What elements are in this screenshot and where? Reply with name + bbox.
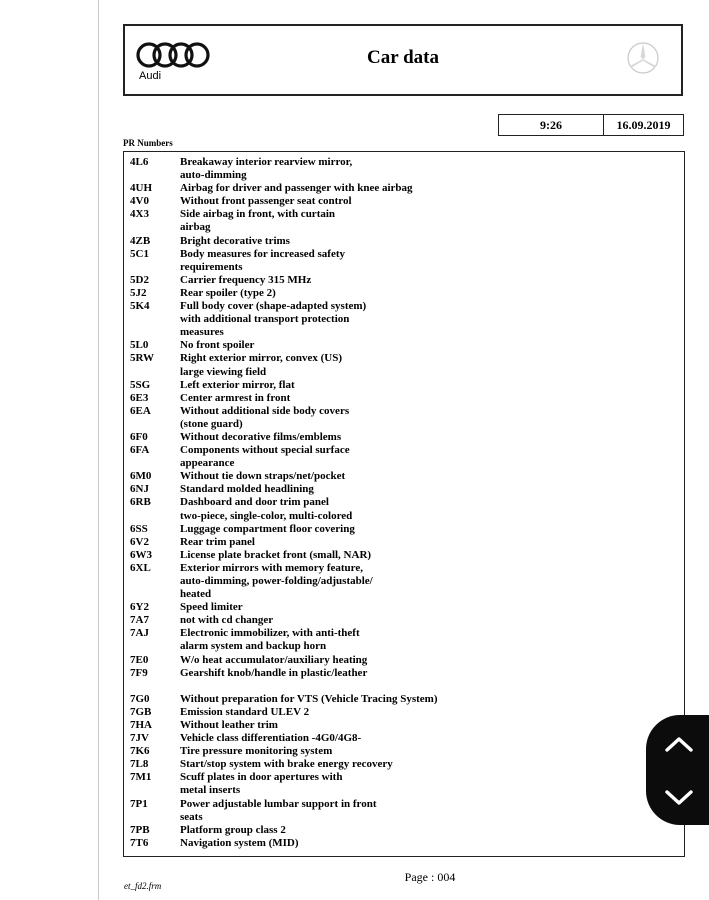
pr-code: 6FA (130, 444, 150, 457)
pr-code: 6E3 (130, 391, 149, 404)
form-filename: et_fd2.frm (124, 881, 162, 891)
pr-code: 7M1 (130, 771, 152, 784)
pr-row (124, 379, 684, 392)
pr-code: 5C1 (130, 247, 149, 260)
page-title: Car data (367, 47, 439, 68)
pr-code: 4X3 (130, 208, 149, 221)
brand-name: Audi (139, 70, 162, 82)
pr-description: Luggage compartment floor covering (180, 522, 355, 535)
pr-row (124, 339, 684, 352)
pr-row (124, 287, 684, 300)
pr-description: Scuff plates in door apertures with metal inserts (180, 771, 343, 797)
pr-row (124, 496, 684, 522)
pr-description: W/o heat accumulator/auxiliary heating (180, 653, 368, 666)
pr-description: Without preparation for VTS (Vehicle Tracing System) (180, 692, 438, 705)
pr-code: 7AJ (130, 627, 149, 640)
pr-description: Navigation system (MID) (180, 836, 299, 849)
pr-description: Without leather trim (180, 718, 278, 731)
pr-description: Exterior mirrors with memory feature, auto-dimming, power-folding/adjustable/ heated (180, 561, 373, 601)
pr-row (124, 627, 684, 653)
pr-code: 6M0 (130, 470, 152, 483)
pr-numbers-list (124, 156, 684, 850)
pr-description: Platform group class 2 (180, 823, 286, 836)
pr-row (124, 444, 684, 470)
pr-description: Without front passenger seat control (180, 195, 352, 208)
chevron-up-icon[interactable] (664, 735, 694, 753)
pr-code: 7HA (130, 718, 152, 731)
pr-code: 7PB (130, 823, 150, 836)
scroll-control (646, 715, 709, 825)
pr-code: 6V2 (130, 535, 149, 548)
pr-row (124, 732, 684, 745)
timestamp-box (498, 114, 684, 136)
pr-code: 7L8 (130, 758, 149, 771)
pr-description: Rear spoiler (type 2) (180, 286, 276, 299)
pr-description: Power adjustable lumbar support in front seats (180, 797, 377, 823)
section-label: PR Numbers (123, 138, 173, 148)
pr-row (124, 392, 684, 405)
pr-row (124, 706, 684, 719)
document-header (123, 24, 683, 96)
pr-row (124, 745, 684, 758)
pr-code: 6F0 (130, 430, 148, 443)
pr-description: Speed limiter (180, 601, 243, 614)
pr-description: Bright decorative trims (180, 234, 290, 247)
pr-description: Carrier frequency 315 MHz (180, 273, 312, 286)
pr-numbers-table (123, 151, 685, 857)
time-value: 9:26 (499, 115, 604, 135)
pr-row (124, 601, 684, 614)
pr-code: 7A7 (130, 614, 149, 627)
pr-description: Without additional side body covers (stone guard) (180, 404, 350, 430)
pr-row (124, 758, 684, 771)
pr-code: 5L0 (130, 339, 149, 352)
pr-row (124, 182, 684, 195)
pr-description: not with cd changer (180, 614, 274, 627)
pr-description: Rear trim panel (180, 535, 255, 548)
mercedes-star-logo (623, 38, 663, 78)
page-number: Page : 004 (404, 870, 456, 884)
pr-code: 5K4 (130, 300, 150, 313)
pr-row (124, 549, 684, 562)
pr-code: 6RB (130, 496, 151, 509)
pr-description: Components without special surface appearance (180, 444, 350, 470)
pr-row (124, 483, 684, 496)
pr-description: Body measures for increased safety requirements (180, 247, 345, 273)
pr-code: 7T6 (130, 836, 149, 849)
pr-code: 7E0 (130, 653, 149, 666)
pr-row (124, 208, 684, 234)
pr-description: Side airbag in front, with curtain airbag (180, 208, 336, 234)
pr-row (124, 248, 684, 274)
pr-row (124, 654, 684, 667)
pr-code: 5SG (130, 378, 151, 391)
pr-code: 5J2 (130, 286, 147, 299)
pr-description: Without tie down straps/net/pocket (180, 470, 346, 483)
pr-row (124, 798, 684, 824)
pr-row (124, 195, 684, 208)
pr-row (124, 405, 684, 431)
pr-row (124, 562, 684, 601)
pr-code: 5RW (130, 352, 155, 365)
pr-code: 6EA (130, 404, 151, 417)
pr-code: 6NJ (130, 483, 149, 496)
pr-description: Emission standard ULEV 2 (180, 705, 310, 718)
pr-row (124, 235, 684, 248)
page-edge (98, 0, 99, 900)
pr-code: 7JV (130, 732, 149, 745)
pr-description: Start/stop system with brake energy recovery (180, 758, 393, 771)
pr-row (124, 274, 684, 287)
pr-row (124, 824, 684, 837)
pr-description: Center armrest in front (180, 391, 291, 404)
pr-description: Right exterior mirror, convex (US) large viewing field (180, 352, 343, 378)
pr-row (124, 470, 684, 483)
pr-description: Electronic immobilizer, with anti-theft alarm system and backup horn (180, 627, 360, 653)
pr-row (124, 523, 684, 536)
pr-code: 7G0 (130, 692, 150, 705)
pr-description: Tire pressure monitoring system (180, 745, 333, 758)
pr-code: 6XL (130, 561, 151, 574)
date-value: 16.09.2019 (616, 117, 671, 132)
pr-row (124, 719, 684, 732)
pr-description: No front spoiler (180, 339, 255, 352)
pr-row (124, 614, 684, 627)
pr-description: License plate bracket front (small, NAR) (180, 548, 372, 561)
pr-code: 4UH (130, 182, 152, 195)
pr-row (124, 837, 684, 850)
pr-description: Without decorative films/emblems (180, 430, 342, 443)
pr-code: 6SS (130, 522, 148, 535)
pr-description: Gearshift knob/handle in plastic/leather (180, 666, 368, 679)
pr-description: Dashboard and door trim panel two-piece, single-color, multi-colored (180, 496, 353, 522)
pr-row (124, 352, 684, 378)
chevron-down-icon[interactable] (664, 789, 694, 807)
pr-code: 4ZB (130, 234, 151, 247)
pr-description: Standard molded headlining (180, 483, 314, 496)
pr-row (124, 431, 684, 444)
pr-row (124, 771, 684, 797)
pr-row (124, 667, 684, 680)
pr-code: 4V0 (130, 195, 149, 208)
pr-code: 4L6 (130, 156, 149, 168)
pr-row (124, 693, 684, 706)
pr-code: 7K6 (130, 745, 150, 758)
pr-code: 5D2 (130, 273, 149, 286)
pr-description: Vehicle class differentiation -4G0/4G8- (180, 732, 362, 745)
pr-code: 7GB (130, 705, 152, 718)
pr-code: 6W3 (130, 548, 152, 561)
pr-code: 7P1 (130, 797, 148, 810)
pr-code: 6Y2 (130, 601, 149, 614)
pr-description: Full body cover (shape-adapted system) with additional transport protection measures (180, 300, 367, 339)
pr-description: Airbag for driver and passenger with knee airbag (180, 182, 413, 195)
pr-row (124, 536, 684, 549)
pr-row (124, 156, 684, 182)
pr-description: Left exterior mirror, flat (180, 378, 295, 391)
pr-row (124, 300, 684, 339)
pr-code: 7F9 (130, 666, 148, 679)
pr-description: Breakaway interior rearview mirror, auto-dimming (180, 156, 353, 182)
